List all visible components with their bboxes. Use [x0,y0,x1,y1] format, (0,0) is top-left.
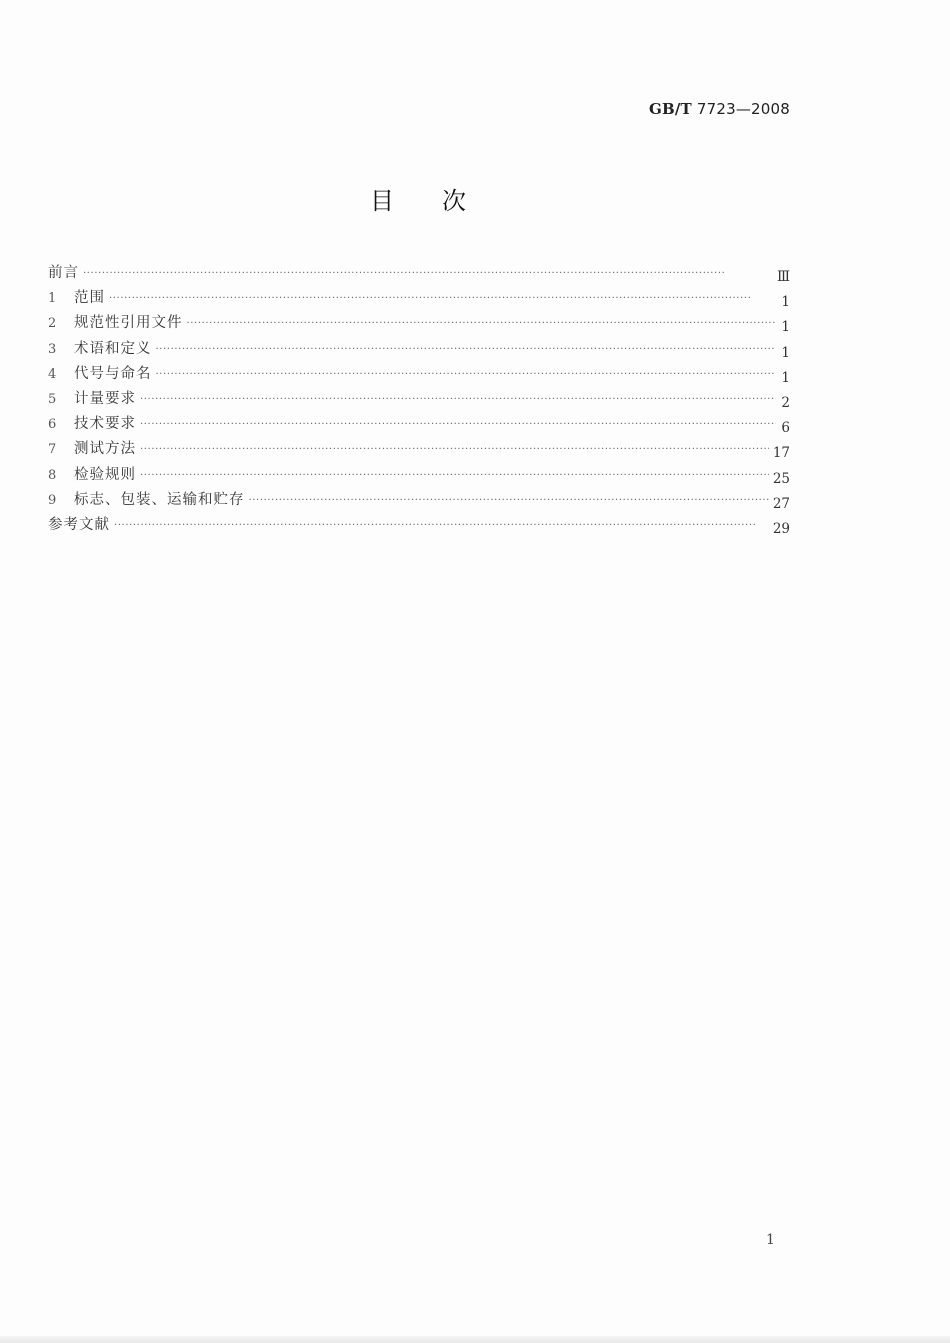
toc-leader-dots [187,318,777,329]
toc-leader-dots [140,419,776,430]
toc-leader-dots [140,470,769,481]
toc-leader-dots [140,394,776,405]
toc-leader-dots [156,369,777,380]
toc-row-marking-packaging[interactable] [48,488,790,513]
standard-code [649,100,790,118]
toc-page-number: 1 [781,294,790,311]
toc-row-metrological-requirements[interactable] [48,387,790,412]
toc-leader-dots [140,444,769,455]
toc-label: 规范性引用文件 [74,315,183,332]
toc-section-number: 1 [48,291,57,307]
toc-section-number: 5 [48,391,57,407]
toc-page-number: 25 [772,470,790,487]
toc-page-number: 17 [772,445,790,462]
toc-page-number: 1 [781,319,790,336]
page-number: 1 [766,1232,775,1248]
toc-label: 计量要求 [74,390,136,407]
toc-row-test-methods[interactable] [48,437,790,462]
toc-title: 目次 [370,187,514,215]
toc-section-number: 2 [48,316,57,332]
toc-section-number: 8 [48,467,57,483]
toc-label: 术语和定义 [74,340,152,357]
scan-bottom-edge [0,1336,950,1343]
toc-page-number: Ⅲ [776,269,790,285]
standard-number: 7723—2008 [696,100,790,118]
toc-leader-dots [156,344,777,355]
toc-page-number: 1 [781,344,790,361]
toc-row-terms[interactable] [48,337,790,362]
toc-section-number: 6 [48,417,57,433]
toc-section-number: 3 [48,341,57,357]
toc-page-number: 6 [781,420,790,437]
toc-leader-dots [109,293,776,304]
toc-leader-dots [114,520,769,531]
toc-section-number: 4 [48,366,57,382]
toc-label: 前言 [48,265,79,281]
toc-label: 代号与命名 [74,365,152,382]
toc-row-technical-requirements[interactable] [48,412,790,437]
toc-page-number: 1 [781,369,790,386]
standard-prefix: GB/T [648,100,692,118]
toc-label: 标志、包装、运输和贮存 [74,491,245,508]
toc-row-foreword[interactable] [48,261,790,286]
toc-row-inspection-rules[interactable] [48,463,790,488]
toc-leader-dots [249,495,769,506]
toc-label: 检验规则 [74,466,136,483]
toc-section-number: 7 [48,442,57,458]
table-of-contents [48,261,790,538]
toc-page-number: 27 [772,495,790,512]
toc-label: 范围 [74,290,105,307]
toc-label: 技术要求 [74,416,136,433]
toc-label: 参考文献 [48,516,110,533]
toc-row-bibliography[interactable] [48,513,790,538]
toc-page-number: 29 [772,520,790,537]
toc-row-scope[interactable] [48,286,790,311]
toc-row-normative-references[interactable] [48,311,790,336]
toc-label: 测试方法 [74,441,136,458]
toc-page-number: 2 [781,394,790,411]
toc-leader-dots [83,268,773,279]
toc-section-number: 9 [48,492,57,508]
toc-row-codes-naming[interactable] [48,362,790,387]
